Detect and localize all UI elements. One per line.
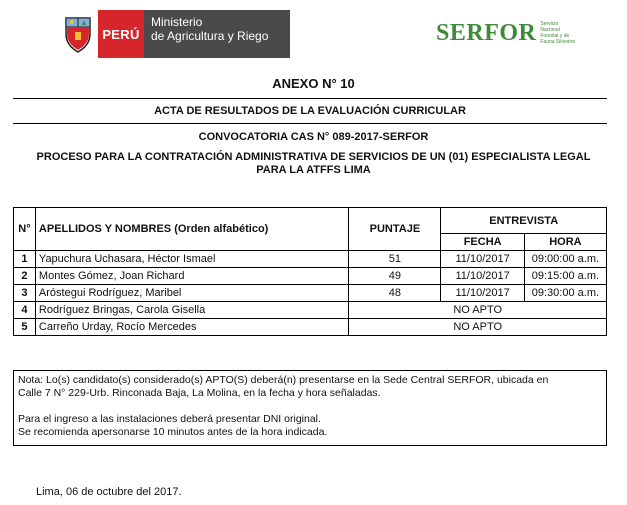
row-no: 2 [14, 268, 36, 285]
place-date: Lima, 06 de octubre del 2017. [36, 486, 182, 498]
header-score: PUNTAJE [349, 208, 441, 251]
table-row [14, 268, 607, 285]
document-header [0, 0, 627, 70]
serfor-wordmark: SERFOR [436, 19, 537, 46]
row-time: 09:15:00 a.m. [524, 268, 606, 285]
row-name: Yapuchura Uchasara, Héctor Ismael [35, 251, 348, 268]
table-row [14, 251, 607, 268]
serfor-logo [436, 18, 576, 48]
row-status: NO APTO [349, 302, 607, 319]
results-table [13, 207, 607, 336]
row-no: 4 [14, 302, 36, 319]
ministry-logo [58, 10, 290, 58]
row-time: 09:00:00 a.m. [524, 251, 606, 268]
note-line-3: Para el ingreso a las instalaciones deberá presentar DNI original. [18, 413, 321, 425]
row-no: 3 [14, 285, 36, 302]
serfor-tagline: Servicio Nacional Forestal y de Fauna Silvestre [540, 21, 576, 45]
header-date: FECHA [441, 234, 524, 251]
row-date: 11/10/2017 [441, 285, 524, 302]
header-name: APELLIDOS Y NOMBRES (Orden alfabético) [35, 208, 348, 251]
row-name: Montes Gómez, Joan Richard [35, 268, 348, 285]
table-header-row [14, 208, 607, 234]
act-title: ACTA DE RESULTADOS DE LA EVALUACIÓN CURRICULAR [13, 98, 607, 124]
header-interview: ENTREVISTA [441, 208, 607, 234]
convocatoria-title: CONVOCATORIA CAS N° 089-2017-SERFOR [198, 131, 429, 143]
ministry-label [144, 10, 290, 58]
note-box [13, 370, 607, 446]
row-date: 11/10/2017 [441, 268, 524, 285]
row-no: 1 [14, 251, 36, 268]
process-line-2: PARA LA ATFFS LIMA [256, 164, 371, 176]
row-score: 48 [349, 285, 441, 302]
row-date: 11/10/2017 [441, 251, 524, 268]
ministry-line-1: Ministerio [151, 15, 203, 29]
peru-coat-of-arms-icon [58, 10, 98, 58]
row-no: 5 [14, 319, 36, 336]
process-line-1: PROCESO PARA LA CONTRATACIÓN ADMINISTRATIVA DE SERVICIOS DE UN (01) ESPECIALISTA LEGAL [36, 151, 591, 163]
row-score: 51 [349, 251, 441, 268]
table-row [14, 319, 607, 336]
note-line-2: Calle 7 N° 229-Urb. Rinconada Baja, La Molina, en la fecha y hora señaladas. [18, 387, 381, 399]
ministry-line-2: de Agricultura y Riego [151, 29, 269, 43]
table-row [14, 302, 607, 319]
row-status: NO APTO [349, 319, 607, 336]
header-no: N° [14, 208, 36, 251]
row-name: Carreño Urday, Rocío Mercedes [35, 319, 348, 336]
note-spacer [18, 400, 602, 413]
table-row [14, 285, 607, 302]
row-name: Aróstegui Rodríguez, Maribel [35, 285, 348, 302]
peru-label: PERÚ [98, 10, 144, 58]
row-score: 49 [349, 268, 441, 285]
annex-title: ANEXO N° 10 [272, 76, 355, 91]
row-name: Rodríguez Bringas, Carola Gisella [35, 302, 348, 319]
note-line-4: Se recomienda apersonarse 10 minutos antes de la hora indicada. [18, 426, 328, 438]
process-title [20, 151, 607, 177]
note-line-1: Nota: Lo(s) candidato(s) considerado(s) APTO(S) deberá(n) presentarse en la Sede Central SERFOR, ubicada en [18, 374, 549, 386]
row-time: 09:30:00 a.m. [524, 285, 606, 302]
header-time: HORA [524, 234, 606, 251]
